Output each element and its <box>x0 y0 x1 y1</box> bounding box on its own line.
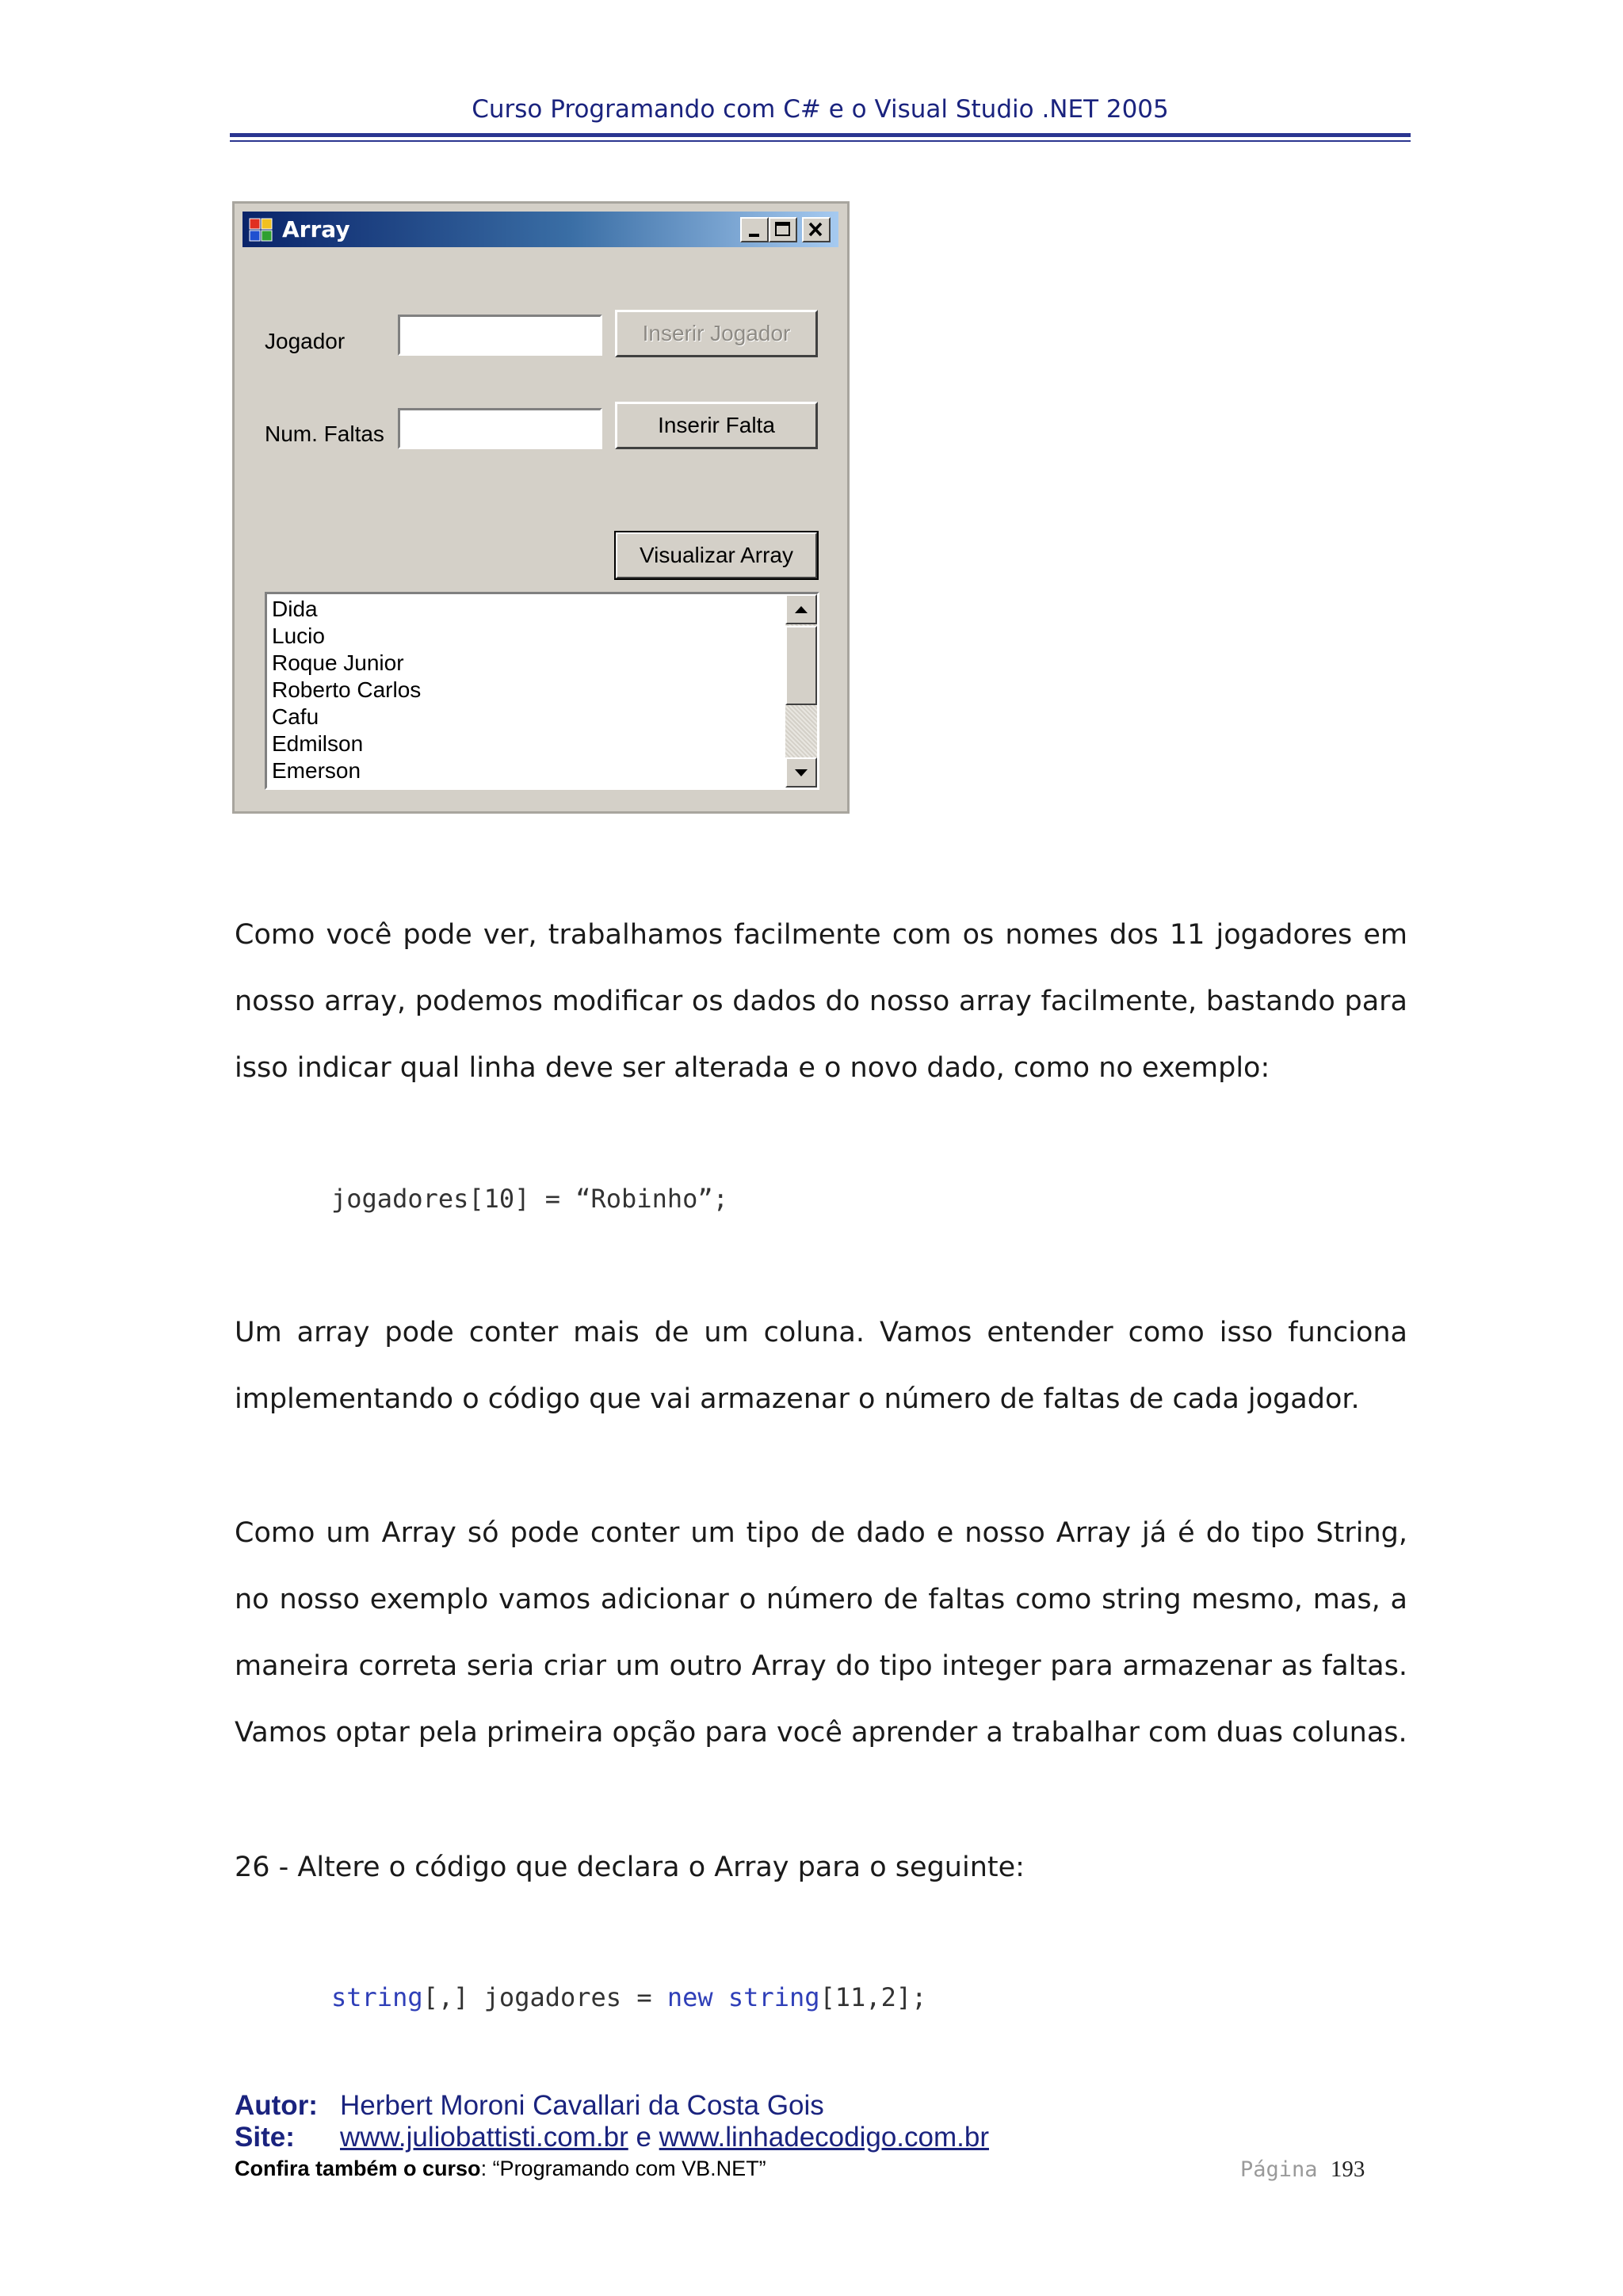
jogador-label: Jogador <box>265 329 346 353</box>
jogador-input[interactable] <box>398 315 602 356</box>
site-link-linhadecodigo[interactable]: www.linhadecodigo.com.br <box>659 2122 989 2153</box>
code-text <box>713 1982 728 2012</box>
code-keyword: string <box>331 1982 423 2012</box>
list-item[interactable]: Cafu <box>272 704 319 729</box>
footer-confira <box>235 2157 766 2181</box>
page-label: Página <box>1240 2157 1318 2182</box>
window-titlebar[interactable] <box>242 212 838 247</box>
inserir-falta-button[interactable]: Inserir Falta <box>615 402 818 449</box>
confira-text: : “Programando com VB.NET” <box>480 2157 766 2180</box>
close-button[interactable] <box>802 217 831 242</box>
autor-label: Autor: <box>235 2090 318 2121</box>
scroll-down-button[interactable] <box>785 757 817 788</box>
footer-autor <box>235 2090 824 2122</box>
paragraph-2: Um array pode conter mais de um coluna. Vamos entender como isso funciona implementando o código que vai armazenar o número de faltas de cada jogador. <box>235 1317 1407 1415</box>
vertical-scrollbar[interactable] <box>785 594 817 788</box>
autor-name: Herbert Moroni Cavallari da Costa Gois <box>340 2090 824 2121</box>
window-title: Array <box>282 216 350 242</box>
site-separator: e <box>628 2122 659 2153</box>
scroll-up-button[interactable] <box>785 594 817 624</box>
paragraph-4: 26 - Altere o código que declara o Array para o seguinte: <box>235 1852 1025 1883</box>
code-line-1: jogadores[10] = “Robinho”; <box>331 1184 728 1214</box>
list-items <box>272 596 421 784</box>
list-item[interactable]: Roque Junior <box>272 650 404 675</box>
minimize-icon <box>742 219 767 241</box>
arrow-down-icon <box>787 759 815 786</box>
code-text: [11,2]; <box>819 1982 927 2012</box>
app-icon <box>249 218 273 242</box>
footer-site <box>235 2122 989 2153</box>
faltas-label: Num. Faltas <box>265 421 384 446</box>
page-number <box>1240 2157 1365 2183</box>
list-item[interactable]: Edmilson <box>272 731 364 756</box>
inserir-jogador-button[interactable]: Inserir Jogador <box>615 310 818 357</box>
code-text: [,] jogadores = <box>422 1982 667 2012</box>
minimize-button[interactable] <box>740 217 769 242</box>
code-line-2 <box>331 1982 926 2012</box>
maximize-button[interactable] <box>769 217 797 242</box>
list-item[interactable]: Emerson <box>272 758 361 783</box>
code-keyword: new <box>666 1982 713 2012</box>
close-icon <box>804 219 829 241</box>
paragraph-1: Como você pode ver, trabalhamos facilmente com os nomes dos 11 jogadores em nosso array, podemos modificar os dados do nosso array facilmente, bastando para isso indicar qual linha deve ser alterada e o novo dado, como no exemplo: <box>235 919 1407 1084</box>
page-number-value: 193 <box>1330 2157 1365 2182</box>
scroll-thumb[interactable] <box>785 626 817 705</box>
arrow-up-icon <box>787 596 815 623</box>
array-window <box>232 201 850 814</box>
maximize-icon <box>770 219 796 241</box>
faltas-input[interactable] <box>398 408 602 449</box>
code-keyword: string <box>727 1982 820 2012</box>
paragraph-3: Como um Array só pode conter um tipo de dado e nosso Array já é do tipo String, no nosso exemplo vamos adicionar o número de faltas como string mesmo, mas, a maneira correta seria criar um outro Array do tipo integer para armazenar as faltas. Vamos optar pela primeira opção para você aprender a trabalhar com duas colunas. <box>235 1517 1407 1749</box>
list-item[interactable]: Lucio <box>272 624 325 648</box>
list-item[interactable]: Roberto Carlos <box>272 677 422 702</box>
visualizar-array-button[interactable]: Visualizar Array <box>615 532 818 579</box>
site-label: Site: <box>235 2122 295 2153</box>
header-rule-thin <box>230 140 1411 142</box>
confira-label: Confira também o curso <box>235 2157 481 2180</box>
list-item[interactable]: Dida <box>272 597 318 621</box>
page-header: Curso Programando com C# e o Visual Studio .NET 2005 <box>472 95 1169 124</box>
site-link-juliobattisti[interactable]: www.juliobattisti.com.br <box>340 2122 628 2153</box>
jogadores-listbox[interactable] <box>265 592 819 790</box>
header-rule <box>230 133 1411 137</box>
